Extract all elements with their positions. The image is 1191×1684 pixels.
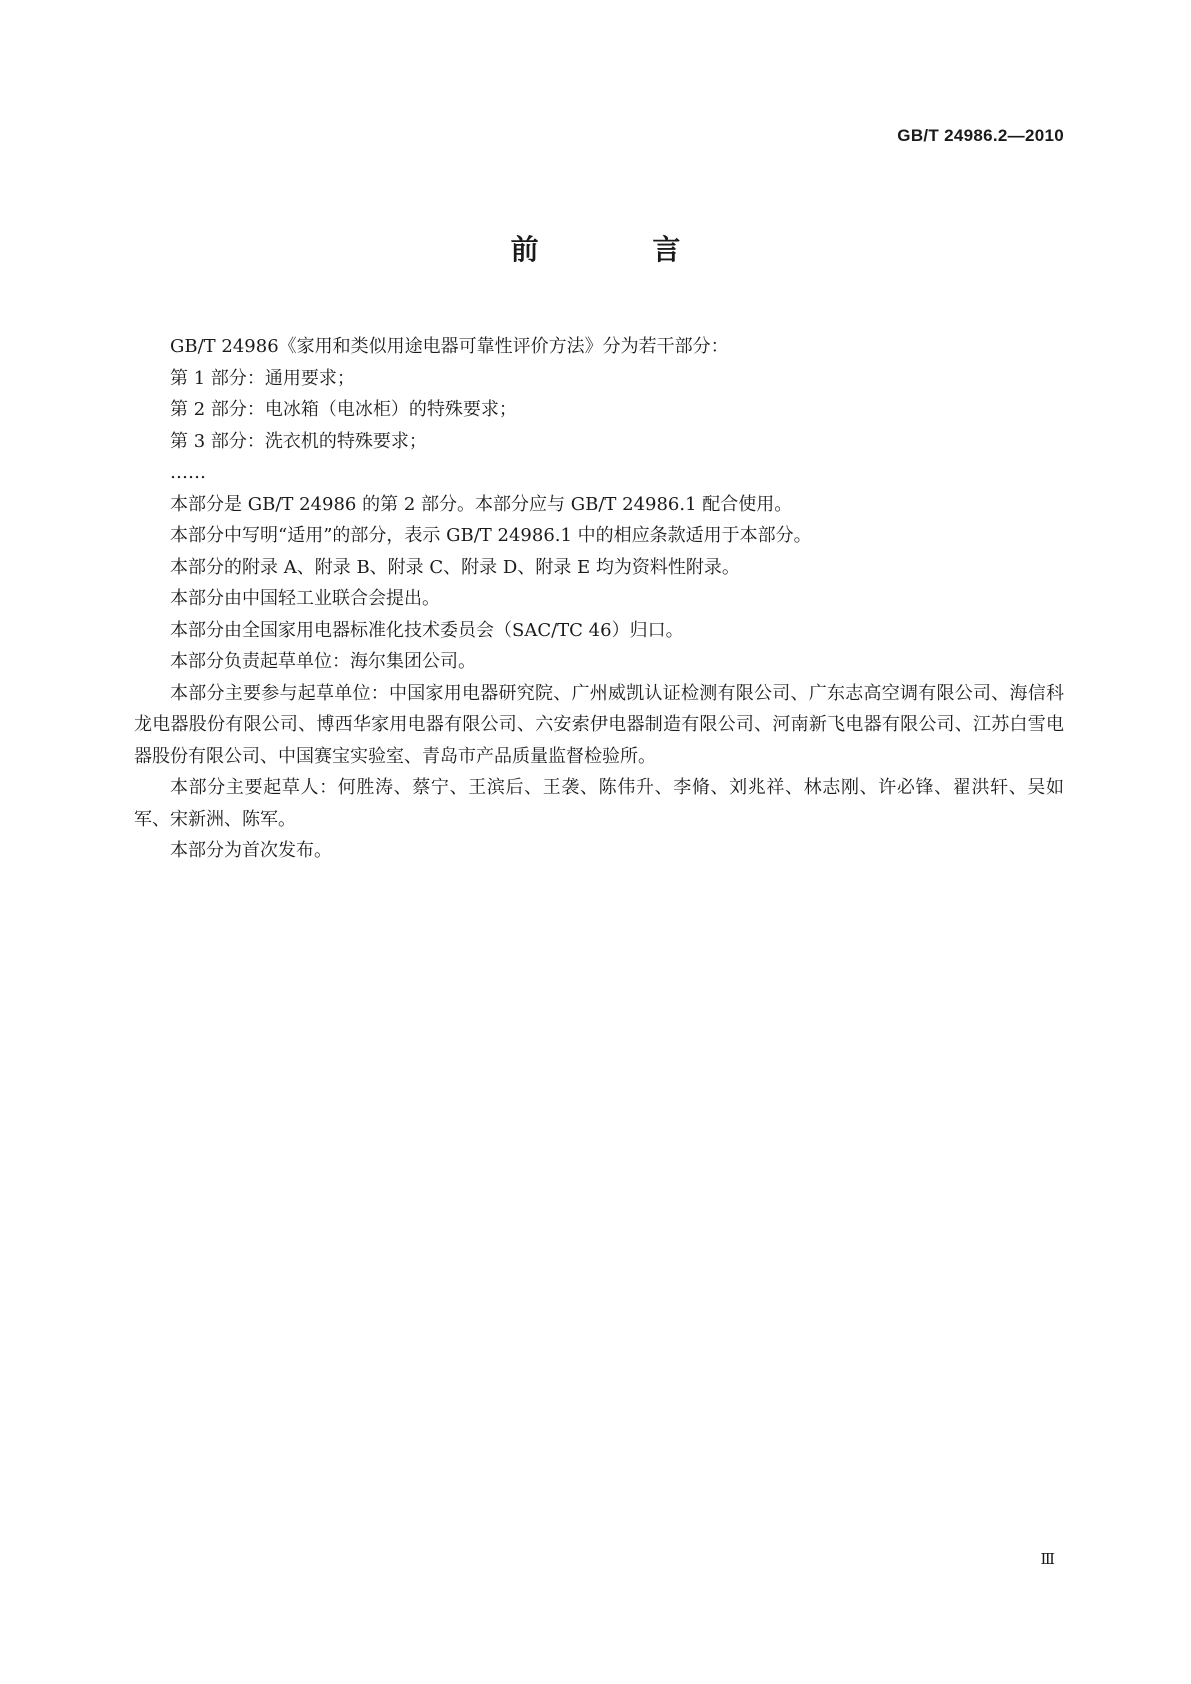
paragraph: 本部分的附录 A、附录 B、附录 C、附录 D、附录 E 均为资料性附录。 bbox=[170, 556, 740, 578]
paragraph: 本部分主要参与起草单位：中国家用电器研究院、广州威凯认证检测有限公司、广东志高空调有限公司、海信科龙电器股份有限公司、博西华家用电器有限公司、六安索伊电器制造有限公司、河南新飞电器有限公司、江苏白雪电器股份有限公司、中国赛宝实验室、青岛市产品质量监督检验所。 bbox=[134, 682, 1064, 767]
page-number: Ⅲ bbox=[1040, 1550, 1055, 1568]
paragraph: 第 2 部分：电冰箱（电冰柜）的特殊要求； bbox=[170, 399, 517, 420]
paragraph: 本部分主要起草人：何胜涛、蔡宁、王滨后、王袭、陈伟升、李脩、刘兆祥、林志刚、许必锋、翟洪轩、吴如军、宋新洲、陈军。 bbox=[134, 777, 1064, 830]
document-code: GB/T 24986.2—2010 bbox=[897, 126, 1064, 145]
paragraph: 本部分是 GB/T 24986 的第 2 部分。本部分应与 GB/T 24986.1 配合使用。 bbox=[170, 493, 793, 515]
page-title: 前 言 bbox=[510, 233, 733, 266]
paragraph: GB/T 24986《家用和类似用途电器可靠性评价方法》分为若干部分： bbox=[170, 336, 729, 357]
paragraph: 本部分中写明“适用”的部分，表示 GB/T 24986.1 中的相应条款适用于本部分。 bbox=[170, 525, 812, 546]
paragraph: 本部分由中国轻工业联合会提出。 bbox=[170, 588, 440, 609]
paragraph: …… bbox=[170, 462, 206, 483]
foreword-body bbox=[134, 331, 1064, 867]
paragraph: 本部分为首次发布。 bbox=[170, 840, 332, 861]
paragraph: 本部分负责起草单位：海尔集团公司。 bbox=[170, 651, 476, 672]
paragraph: 本部分由全国家用电器标准化技术委员会（SAC/TC 46）归口。 bbox=[170, 619, 684, 641]
paragraph: 第 3 部分：洗衣机的特殊要求； bbox=[170, 430, 427, 452]
paragraph: 第 1 部分：通用要求； bbox=[170, 367, 355, 389]
